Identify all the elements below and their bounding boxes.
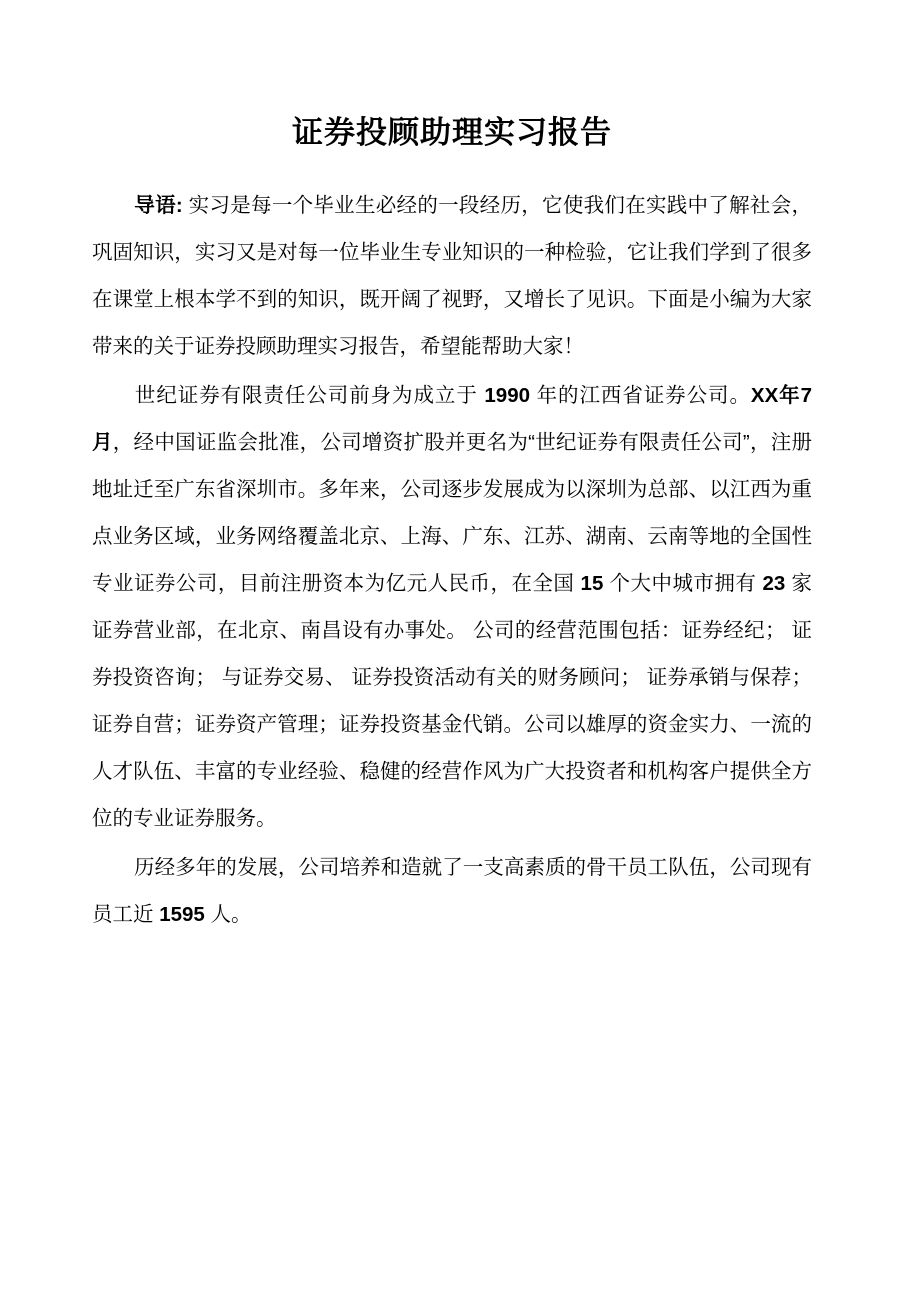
- document-body: [92, 0, 812, 938]
- intro-lead-label: 导语:: [134, 193, 183, 217]
- seg: ，经中国证监会批准，公司增资扩股并更名为“世纪证券有限责任公司”，注册地址迁至广东省深圳市。多年来，公司逐步发展成为以深圳为总部、以江西为重点业务区域，业务网络覆盖北京、上海、广东、江苏、湖南、云南等地的全国性专业证券公司，目前注册资本为亿元人民币，在全国: [92, 430, 813, 595]
- seg-bold-branches: 23: [762, 571, 786, 595]
- paragraph-company-profile: [92, 372, 812, 842]
- intro-text: 实习是每一个毕业生必经的一段经历，它使我们在实践中了解社会，巩固知识，实习又是对每一位毕业生专业知识的一种检验，它让我们学到了很多在课堂上根本学不到的知识，既开阔了视野，又增长了见识。下面是小编为大家带来的关于证券投顾助理实习报告，希望能帮助大家！: [92, 193, 812, 358]
- seg: 历经多年的发展，公司培养和造就了一支高素质的骨干员工队伍，公司现有员工近: [92, 855, 812, 926]
- seg: 个大中城市拥有: [603, 571, 763, 595]
- seg-bold-cities: 15: [580, 571, 604, 595]
- seg-bold-date: XX年7月: [92, 383, 813, 454]
- seg: 世纪证券有限责任公司前身为成立于: [134, 383, 485, 407]
- paragraph-staff: [92, 844, 812, 938]
- seg: 家证券营业部，在北京、南昌设有办事处。 公司的经营范围包括：证券经纪； 证券投资咨询； 与证券交易、 证券投资活动有关的财务顾问； 证券承销与保荐；证券自营；证券资产管理；证券投资基金代销。公司以雄厚的资金实力、一流的人才队伍、丰富的专业经验、稳健的经营作风为广大投资者和机构客户提供全方位的专业证券服务。: [92, 571, 812, 830]
- seg: 年的江西省证券公司。: [530, 383, 751, 407]
- seg: 人。: [204, 902, 252, 926]
- paragraph-intro: [92, 182, 812, 370]
- seg-bold-year: 1990: [484, 383, 530, 407]
- page-title: 证券投顾助理实习报告: [292, 115, 612, 150]
- seg-bold-headcount: 1595: [159, 902, 205, 926]
